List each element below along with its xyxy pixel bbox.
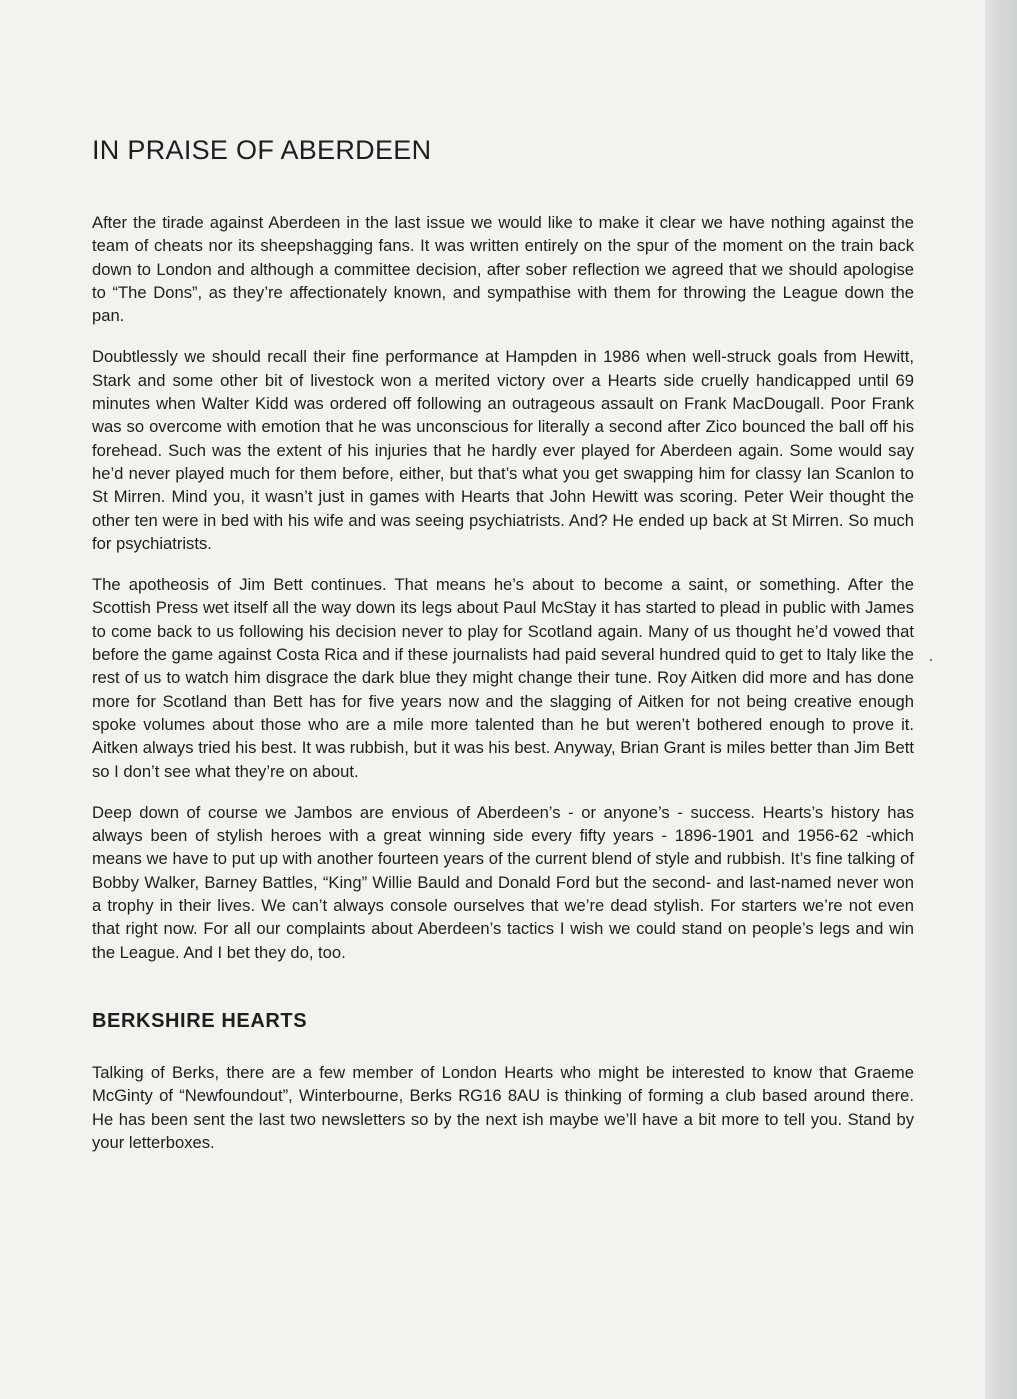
section-paragraph: Talking of Berks, there are a few member of London Hearts who might be interested to know that Graeme McGinty of “Newfoundout”, Winterbourne, Berks RG16 8AU is thinking of forming a club based around there. He has been sent the last two newsletters so by the next ish maybe we’ll have a bit more to tell you. Stand by your letterboxes. bbox=[92, 1062, 914, 1152]
page-speck bbox=[930, 659, 932, 661]
article-paragraph: The apotheosis of Jim Bett continues. That means he’s about to become a saint, or something. After the Scottish Press wet itself all the way down its legs about Paul McStay it has started to plead in public with James to come back to us following his decision never to play for Scotland again. Many of us thought he’d vowed that before the game against Costa Rica and if these journalists had paid several hundred quid to get to Italy like the rest of us to watch him disgrace the dark blue they might change their tune. Roy Aitken did more and has done more for Scotland than Bett has for five years now and the slagging of Aitken for not being creative enough spoke volumes about those who are a mile more talented than he but weren’t bothered enough to prove it. Aitken always tried his best. It was rubbish, but it was his best. Anyway, Brian Grant is miles better than Jim Bett so I don’t see what they’re on about. bbox=[92, 575, 914, 781]
article-paragraph: After the tirade against Aberdeen in the last issue we would like to make it clear we have nothing against the team of cheats nor its sheepshagging fans. It was written entirely on the spur of the moment on the train back down to London and although a committee decision, after sober reflection we agreed that we should apologise to “The Dons”, as they’re affectionately known, and sympathise with them for throwing the League down the pan. bbox=[92, 213, 914, 326]
article-title: IN PRAISE OF ABERDEEN bbox=[92, 135, 432, 165]
page-content bbox=[92, 134, 914, 1172]
page-edge-shadow bbox=[985, 0, 1017, 1399]
section-heading: BERKSHIRE HEARTS bbox=[92, 1009, 308, 1032]
article-paragraph: Doubtlessly we should recall their fine performance at Hampden in 1986 when well-struck goals from Hewitt, Stark and some other bit of livestock won a merited victory over a Hearts side cruelly handicapped until 69 minutes when Walter Kidd was ordered off following an outrageous assault on Frank MacDougall. Poor Frank was so overcome with emotion that he was unconscious for literally a second after Zico bounced the ball off his forehead. Such was the extent of his injuries that he hardly ever played for Aberdeen again. Some would say he’d never played much for them before, either, but that’s what you get swapping him for classy Ian Scanlon to St Mirren. Mind you, it wasn’t just in games with Hearts that John Hewitt was scoring. Peter Weir thought the other ten were in bed with his wife and was seeing psychiatrists. And? He ended up back at St Mirren. So much for psychiatrists. bbox=[92, 347, 914, 553]
article-paragraph: Deep down of course we Jambos are envious of Aberdeen’s - or anyone’s - success. Hearts’s history has always been of stylish heroes with a great winning side every fifty years - 1896-1901 and 1956-62 -which means we have to put up with another fourteen years of the current blend of style and rubbish. It’s fine talking of Bobby Walker, Barney Battles, “King” Willie Bauld and Donald Ford but the second- and last-named never won a trophy in their lives. We can’t always console ourselves that we’re dead stylish. For starters we’re not even that right now. For all our complaints about Aberdeen’s tactics I wish we could stand on people’s legs and win the League. And I bet they do, too. bbox=[92, 802, 914, 962]
